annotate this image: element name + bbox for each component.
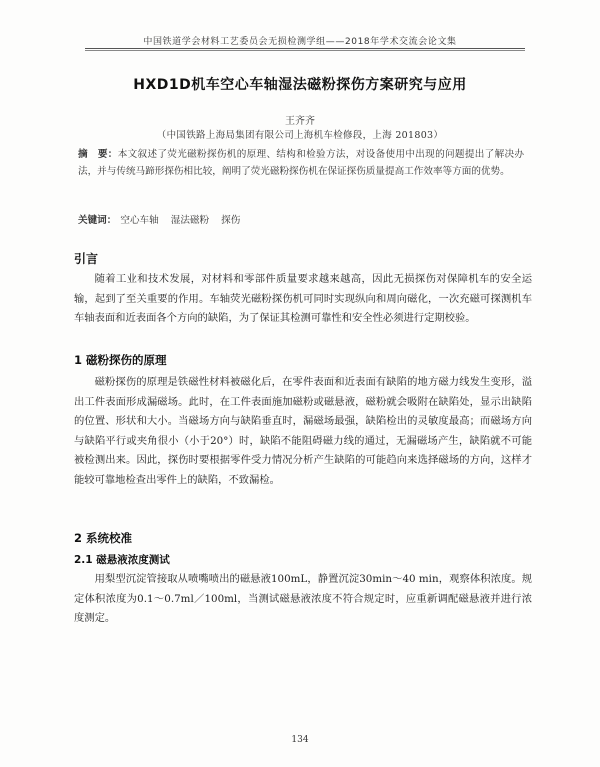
author: 王齐齐 — [285, 116, 315, 127]
running-head: 中国铁道学会材料工艺委员会无损检测学组——2018年学术交流会论文集 — [143, 37, 457, 47]
paper-title: HXD1D机车空心车轴湿法磁粉探伤方案研究与应用 — [133, 77, 467, 93]
abstract-label: 摘 要： — [78, 149, 118, 160]
intro-paragraph: 随着工业和技术发展，对材料和零部件质量要求越来越高，因此无损探伤对保障机车的安全运输，起到了至关重要的作用。车轴荧光磁粉探伤机可同时实现纵向和周向磁化，一次充磁可探测机车车轴表面和近表面各个方向的缺陷，为了保证其检测可靠性和安全性必须进行定期校验。 — [74, 273, 532, 325]
intro-heading: 引言 — [74, 252, 99, 266]
section2-1-paragraph: 用梨型沉淀管接取从喷嘴喷出的磁悬液100mL，静置沉淀30min～40 min，观察体积浓度。规定体积浓度为0.1～0.7ml／100ml，当测试磁悬液浓度不符合规定时，应重新调配磁悬液并进行浓度测定。 — [74, 573, 532, 625]
header-rule — [85, 48, 525, 49]
keyword: 探伤 — [221, 215, 241, 226]
section1-paragraph: 磁粉探伤的原理是铁磁性材料被磁化后，在零件表面和近表面有缺陷的地方磁力线发生变形，溢出工件表面形成漏磁场。此时，在工件表面施加磁粉或磁悬液，磁粉就会吸附在缺陷处，显示出缺陷的位置、形状和大小。当磁场方向与缺陷垂直时，漏磁场最强，缺陷检出的灵敏度最高；而磁场方向与缺陷平行或夹角很小（小于20°）时，缺陷不能阻碍磁力线的通过，无漏磁场产生，缺陷就不可能被检测出来。因此，探伤时要根据零件受力情况分析产生缺陷的可能趋向来选择磁场的方向，这样才能较可靠地检查出零件上的缺陷，不致漏检。 — [74, 376, 532, 486]
section2-heading: 2 系统校准 — [74, 531, 133, 545]
abstract — [78, 146, 524, 180]
keywords-label: 关键词： — [78, 215, 117, 226]
keyword: 空心车轴 — [120, 215, 159, 226]
section1-heading: 1 磁粉探伤的原理 — [74, 353, 167, 367]
keywords — [78, 212, 524, 226]
abstract-text: 本文叙述了荧光磁粉探伤机的原理、结构和检验方法，对设备使用中出现的问题提出了解决办法，并与传统马蹄形探伤相比较，阐明了荧光磁粉探伤机在保证探伤质量提高工作效率等方面的优势。 — [78, 149, 525, 177]
keyword: 湿法磁粉 — [170, 215, 210, 226]
affiliation: （中国铁路上海局集团有限公司上海机车检修段，上海 201803） — [156, 130, 444, 141]
section2-1-heading: 2.1 磁悬液浓度测试 — [74, 554, 170, 566]
page-number: 134 — [291, 735, 309, 745]
header-rule-thin — [85, 50, 525, 51]
